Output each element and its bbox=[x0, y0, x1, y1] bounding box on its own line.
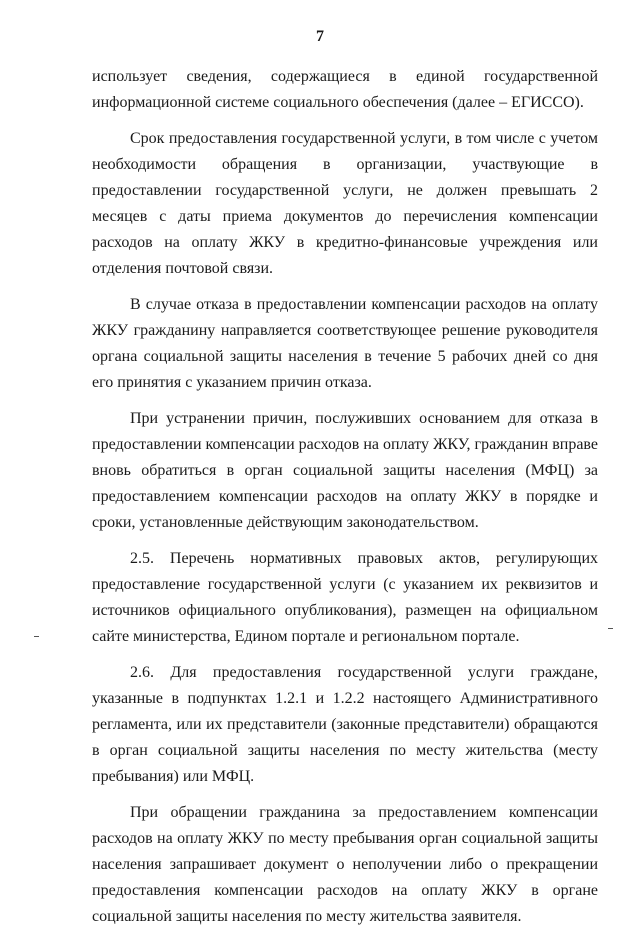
paragraph-2-5-legal-acts: 2.5. Перечень нормативных правовых актов, регулирующих предоставление государственной услуги (с указанием их реквизитов и источников официального опубликования), размещен на официальном сайте министерства, Едином портале и региональном портале. bbox=[92, 550, 598, 645]
paragraph-service-term: Срок предоставления государственной услуги, в том числе с учетом необходимости обращения в организации, участвующие в предоставлении государственной услуги, не должен превышать 2 месяцев с даты приема документов до перечисления компенсации расходов на оплату ЖКУ в кредитно-финансовые учреждения или отделения почтовой связи. bbox=[92, 130, 598, 277]
paragraph-egisso: использует сведения, содержащиеся в единой государственной информационной системе социального обеспечения (далее – ЕГИССО). bbox=[92, 68, 598, 111]
scan-mark-left bbox=[34, 636, 39, 637]
scan-mark-right bbox=[608, 628, 613, 629]
paragraph-2-6-application: 2.6. Для предоставления государственной услуги граждане, указанные в подпунктах 1.2.1 и 1.2.2 настоящего Административного регламента, или их представители (законные представители) обращаются в орган социальной защиты населения по месту жительства (месту пребывания) или МФЦ. bbox=[92, 664, 598, 785]
page-number: 7 bbox=[316, 28, 324, 45]
paragraph-reapply: При устранении причин, послуживших основанием для отказа в предоставлении компенсации расходов на оплату ЖКУ, гражданин вправе вновь обратиться в орган социальной защиты населения (МФЦ) за предоставлением компенсации расходов на оплату ЖКУ в порядке и сроки, установленные действующим законодательством. bbox=[92, 410, 598, 531]
paragraph-refusal: В случае отказа в предоставлении компенсации расходов на оплату ЖКУ гражданину направляется соответствующее решение руководителя органа социальной защиты населения в течение 5 рабочих дней со дня его принятия с указанием причин отказа. bbox=[92, 296, 598, 391]
document-body bbox=[92, 64, 598, 940]
paragraph-stay-location: При обращении гражданина за предоставлением компенсации расходов на оплату ЖКУ по месту пребывания орган социальной защиты населения запрашивает документ о неполучении либо о прекращении предоставления компенсации расходов на оплату ЖКУ в органе социальной защиты населения по месту жительства заявителя. bbox=[92, 804, 598, 925]
